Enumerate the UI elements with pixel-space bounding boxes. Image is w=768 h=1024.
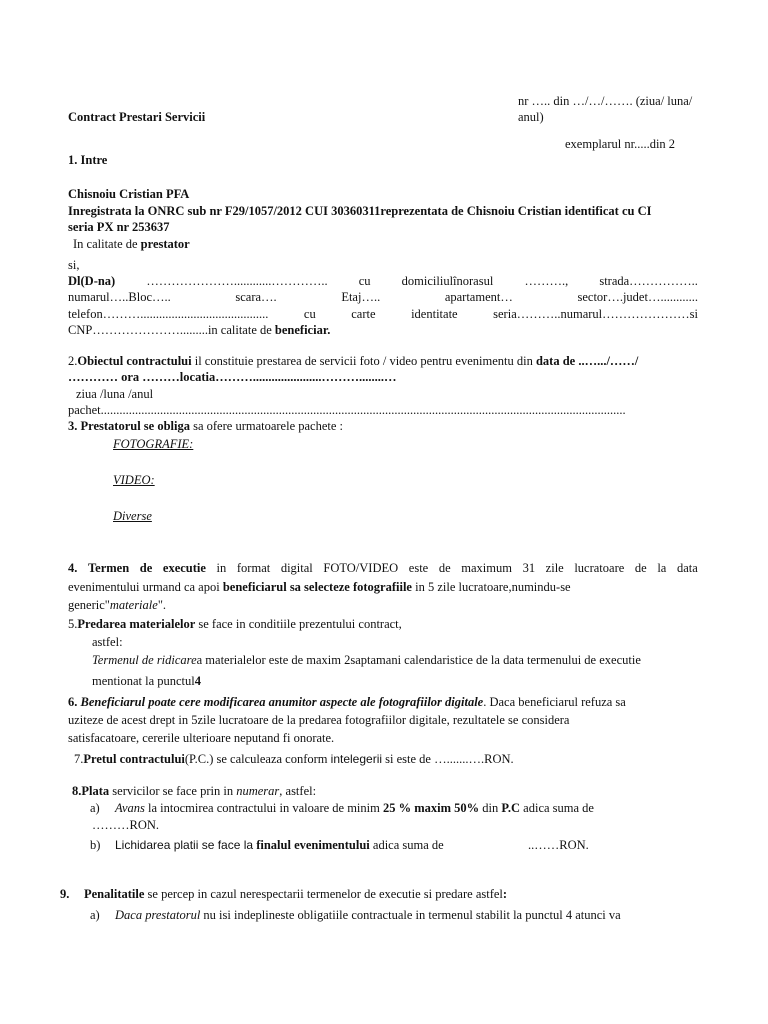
section-6-line-1: 6. Beneficiarul poate cere modificarea anumitor aspecte ale fotografiilor digitale. Daca beneficiarul refuza sa [68, 695, 626, 709]
section-8-final-sum: ..……RON. [528, 838, 589, 852]
section-3-obligations: 3. Prestatorul se obliga sa ofere urmatoarele pachete : [68, 419, 344, 433]
section-8-final-payment: Lichidarea platii se face la finalul evenimentului adica suma de [115, 838, 444, 852]
section-1-heading: 1. Intre [68, 153, 108, 167]
beneficiar-line-3: telefon………......................................... cu carte identitate seria………..numarul…………………si [68, 307, 698, 321]
document-title: Contract Prestari Servicii [68, 110, 206, 124]
section-8-a-label: a) [90, 801, 100, 815]
prestator-id-series: seria PX nr 253637 [68, 220, 170, 234]
section-8-payment: 8.Plata servicilor se face prin in numerar, astfel: [72, 784, 317, 798]
beneficiar-line-1: Dl(D-na) …………………............………….. cu domiciliulînorasul ………., strada…………….. [68, 274, 698, 288]
section-6-line-2: uziteze de acest drept in 5zile lucratoare de la predarea fotografiilor digitale, rezultatele se considera [68, 713, 570, 727]
package-diverse: Diverse [113, 509, 152, 523]
section-7-price: 7.Pretul contractului(P.C.) se calculeaza conform intelegerii si este de ….......….RON. [74, 752, 514, 766]
section-8-advance: Avans la intocmirea contractului in valoare de minim 25 % maxim 50% din P.C adica suma de [115, 801, 594, 815]
section-4-line-3: generic"materiale". [68, 598, 167, 612]
prestator-name: Chisnoiu Cristian PFA [68, 187, 190, 201]
and-connector: si, [68, 258, 80, 272]
section-9-a-label: a) [90, 908, 100, 922]
package-line: pachet........................................................................................................................................................................ [68, 403, 626, 417]
prestator-registration: Inregistrata la ONRC sub nr F29/1057/2012 CUI 30360311reprezentata de Chisnoiu Cristian identificat cu CI [68, 204, 652, 218]
beneficiar-line-4: CNP………………….........in calitate de beneficiar. [68, 323, 331, 337]
date-format-hint: ziua /luna /anul [76, 387, 154, 401]
section-9-number: 9. [60, 887, 70, 901]
contract-number-line-2: anul) [518, 110, 544, 124]
contract-number-line: nr ….. din …/…/……. (ziua/ luna/ [518, 94, 693, 108]
section-9-a-text: Daca prestatorul nu isi indeplineste obligatiile contractuale in termenul stabilit la punctul 4 atunci va [115, 908, 621, 922]
section-9-penalties: Penalitatile se percep in cazul nerespectarii termenelor de executie si predare astfel: [84, 887, 508, 901]
section-5-astfel: astfel: [92, 635, 123, 649]
section-5-mentioned: mentionat la punctul4 [92, 674, 202, 688]
section-4-line-2: evenimentului urmand ca apoi beneficiarul sa selecteze fotografiile in 5 zile lucratoare,numindu-se [68, 580, 571, 594]
section-2-time-location: ………… ora ………locatia………......................………........… [68, 370, 397, 384]
package-video: VIDEO: [113, 473, 155, 487]
section-2-object: 2.Obiectul contractului il constituie prestarea de servicii foto / video pentru evenimentu din data de ..….../……/ [68, 354, 639, 368]
package-foto: FOTOGRAFIE: [113, 437, 194, 451]
section-6-line-3: satisfacatoare, cererile ulterioare neputand fi onorate. [68, 731, 335, 745]
section-8-b-label: b) [90, 838, 101, 852]
section-8-advance-sum: ………RON. [92, 818, 160, 832]
copy-number: exemplarul nr.....din 2 [565, 137, 676, 151]
prestator-role: In calitate de prestator [73, 237, 190, 251]
beneficiar-line-2: numarul…..Bloc….. scara…. Etaj….. apartament… sector….judet…............ [68, 290, 698, 304]
section-5-pickup-term: Termenul de ridicarea materialelor este de maxim 2saptamani calendaristice de la data termenului de executie [92, 653, 641, 667]
section-4-line-1: 4. Termen de executie in format digital FOTO/VIDEO este de maximum 31 zile lucratoare de la data [68, 561, 698, 575]
section-5-delivery: 5.Predarea materialelor se face in conditiile prezentului contract, [68, 617, 402, 631]
